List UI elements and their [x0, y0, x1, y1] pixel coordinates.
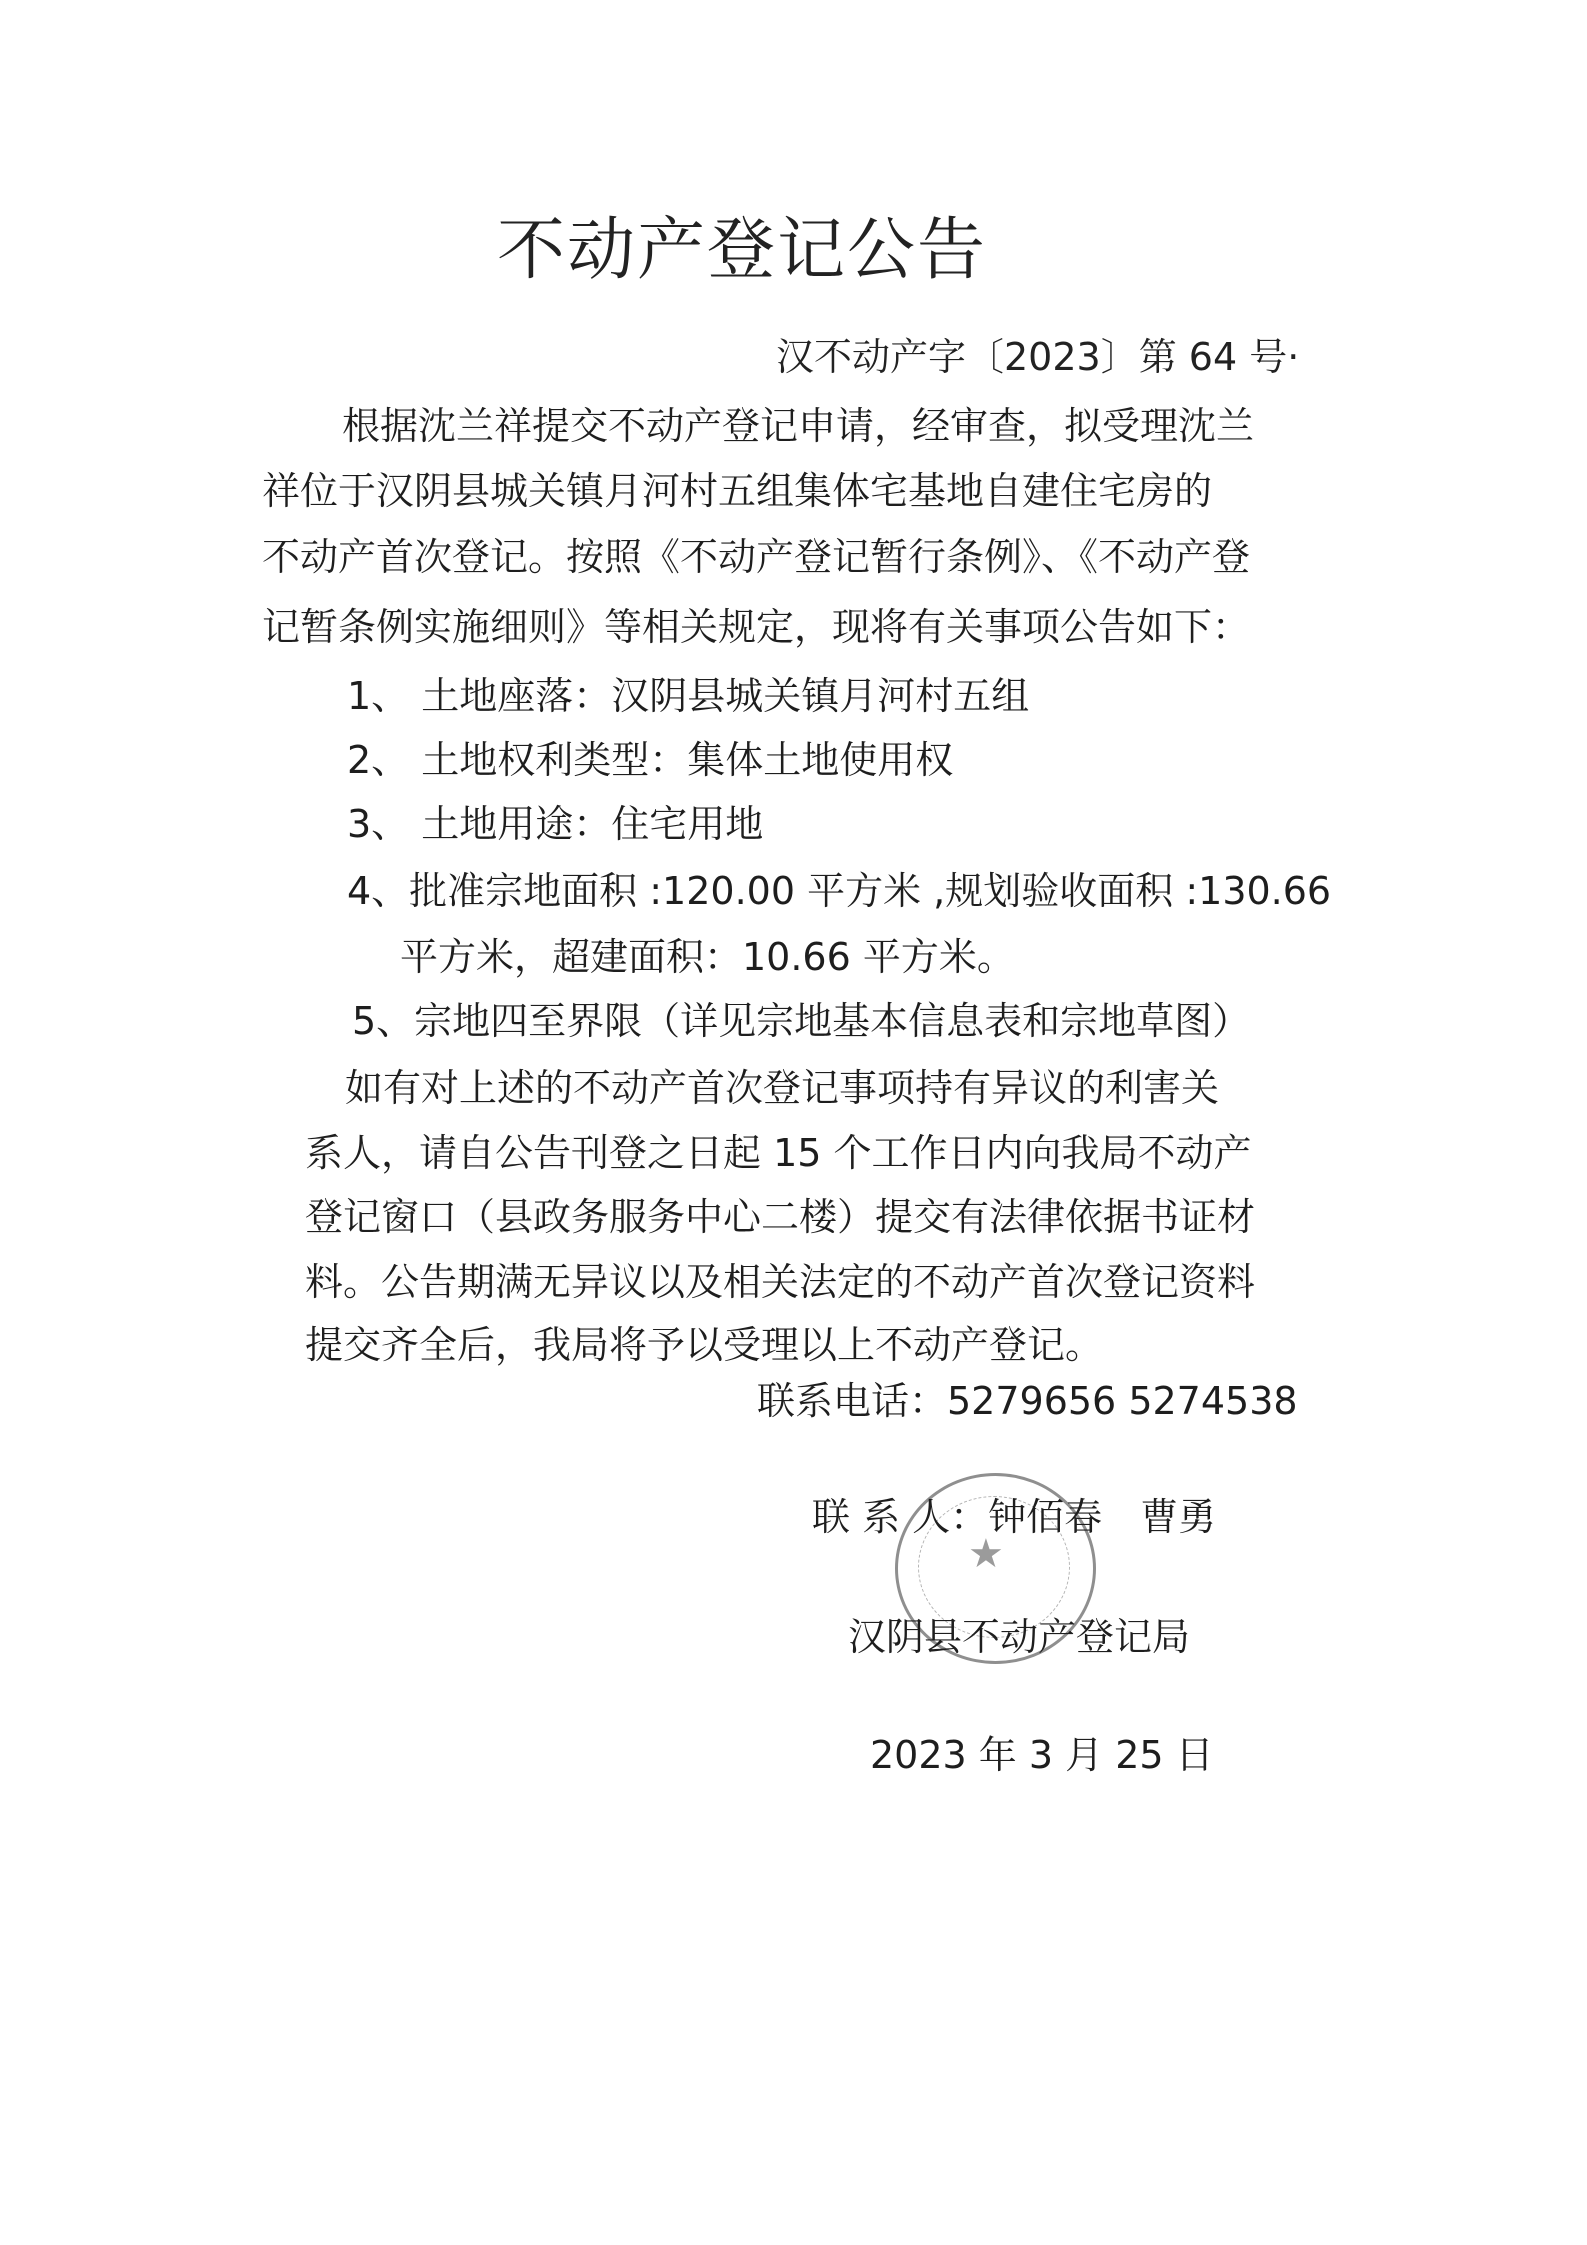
objection-line: 如有对上述的不动产首次登记事项持有异议的利害关 [345, 1066, 1220, 1110]
intro-line: 根据沈兰祥提交不动产登记申请，经审查，拟受理沈兰 [342, 404, 1255, 448]
objection-line: 登记窗口（县政务服务中心二楼）提交有法律依据书证材 [305, 1195, 1256, 1239]
document-number: 汉不动产字〔2023〕第 64 号· [776, 335, 1300, 379]
issue-date: 2023 年 3 月 25 日 [870, 1733, 1214, 1777]
list-item: 平方米，超建面积：10.66 平方米。 [400, 935, 1015, 979]
intro-line: 祥位于汉阴县城关镇月河村五组集体宅基地自建住宅房的 [262, 469, 1213, 513]
list-item: 3、 土地用途：住宅用地 [347, 802, 764, 846]
contact-persons: 联 系 人：钟佰春 曹勇 [812, 1495, 1217, 1539]
issuing-authority: 汉阴县不动产登记局 [848, 1615, 1191, 1659]
notice-title: 不动产登记公告 [497, 211, 988, 290]
intro-line: 记暂条例实施细则》等相关规定，现将有关事项公告如下： [262, 605, 1251, 649]
list-item: 5、宗地四至界限（详见宗地基本信息表和宗地草图） [352, 999, 1251, 1043]
list-item: 2、 土地权利类型：集体土地使用权 [347, 738, 954, 782]
seal-star-icon: ★ [968, 1531, 1004, 1577]
objection-line: 系人，请自公告刊登之日起 15 个工作日内向我局不动产 [305, 1131, 1252, 1175]
intro-line: 不动产首次登记。按照《不动产登记暂行条例》、《不动产登 [262, 535, 1251, 579]
objection-line: 料。公告期满无异议以及相关法定的不动产首次登记资料 [305, 1260, 1256, 1304]
objection-line: 提交齐全后，我局将予以受理以上不动产登记。 [305, 1323, 1104, 1367]
list-item: 1、 土地座落：汉阴县城关镇月河村五组 [347, 674, 1030, 718]
contact-phone: 联系电话：5279656 5274538 [757, 1379, 1298, 1423]
list-item: 4、批准宗地面积 :120.00 平方米 ,规划验收面积 :130.66 [347, 869, 1332, 913]
